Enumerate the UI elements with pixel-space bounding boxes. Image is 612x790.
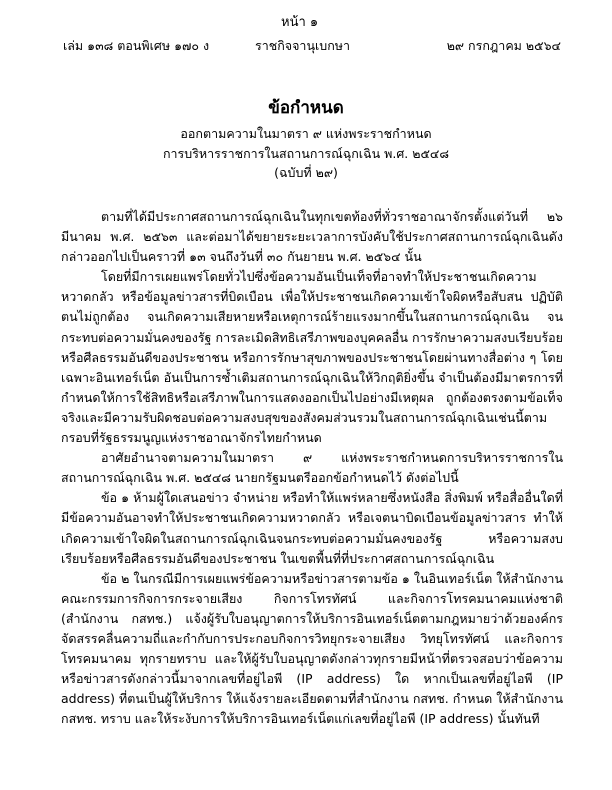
paragraph-rationale: โดยที่มีการเผยแพร่โดยทั่วไปซึ่งข้อความอันเป็นเท็จที่อาจทำให้ประชาชนเกิดความหวาดกลัว หรือข้อมูลข่าวสารที่บิดเบือน เพื่อให้ประชาชนเกิดความเข้าใจผิดหรือสับสน ปฏิบัติตนไม่ถูกต้อง จนเกิดความเสียหายหรือเหตุการณ์ร้ายแรงมากขึ้นในสถานการณ์ฉุกเฉิน จนกระทบต่อความมั่นคงของรัฐ การละเมิดสิทธิเสรีภาพของบุคคลอื่น การรักษาความสงบเรียบร้อยหรือศีลธรรมอันดีของประชาชน หรือการรักษาสุขภาพของประชาชนโดยผ่านทางสื่อต่าง ๆ โดยเฉพาะอินเทอร์เน็ต อันเป็นการซ้ำเติมสถานการณ์ฉุกเฉินให้วิกฤติยิ่งขึ้น จำเป็นต้องมีมาตรการที่กำหนดให้การใช้สิทธิหรือเสรีภาพในการแสดงออกเป็นไปอย่างมีเหตุผล ถูกต้องตรงตามข้อเท็จจริงและมีความรับผิดชอบต่อความสงบสุขของสังคมส่วนรวมในสถานการณ์ฉุกเฉินเช่นนี้ตามกรอบที่รัฐธรรมนูญแห่งราชอาณาจักรไทยกำหนด bbox=[61, 269, 563, 446]
page-number: หน้า ๑ bbox=[281, 15, 319, 30]
gazette-header bbox=[63, 37, 561, 55]
paragraph-preamble: ตามที่ได้มีประกาศสถานการณ์ฉุกเฉินในทุกเขตท้องที่ทั่วราชอาณาจักรตั้งแต่วันที่ ๒๖ มีนาคม พ.ศ. ๒๕๖๓ และต่อมาได้ขยายระยะเวลาการบังคับใช้ประกาศสถานการณ์ฉุกเฉินดังกล่าวออกไปเป็นคราวที่ ๑๓ จนถึงวันที่ ๓๐ กันยายน พ.ศ. ๒๕๖๔ นั้น bbox=[61, 209, 563, 265]
issue-info: เล่ม ๑๓๘ ตอนพิเศษ ๑๗๐ ง bbox=[63, 38, 210, 53]
paragraph-clause-2: ข้อ ๒ ในกรณีมีการเผยแพร่ข้อความหรือข่าวสารตามข้อ ๑ ในอินเทอร์เน็ต ให้สำนักงานคณะกรรมการกิจการกระจายเสียง กิจการโทรทัศน์ และกิจการโทรคมนาคมแห่งชาติ (สำนักงาน กสทช.) แจ้งผู้รับใบอนุญาตการให้บริการอินเทอร์เน็ตตามกฎหมายว่าด้วยองค์กรจัดสรรคลื่นความถี่และกำกับการประกอบกิจการวิทยุกระจายเสียง วิทยุโทรทัศน์ และกิจการโทรคมนาคม ทุกรายทราบ และให้ผู้รับใบอนุญาตดังกล่าวทุกรายมีหน้าที่ตรวจสอบว่าข้อความหรือข่าวสารดังกล่าวนี้มาจากเลขที่อยู่ไอพี (IP address) ใด หากเป็นเลขที่อยู่ไอพี (IP address) ที่ตนเป็นผู้ให้บริการ ให้แจ้งรายละเอียดตามที่สำนักงาน กสทช. กำหนด ให้สำนักงาน กสทช. ทราบ และให้ระงับการให้บริการอินเทอร์เน็ตแก่เลขที่อยู่ไอพี (IP address) นั้นทันที bbox=[61, 570, 563, 727]
publication-date: ๒๙ กรกฎาคม ๒๕๖๔ bbox=[446, 38, 561, 53]
paragraph-clause-1: ข้อ ๑ ห้ามผู้ใดเสนอข่าว จำหน่าย หรือทำให้แพร่หลายซึ่งหนังสือ สิ่งพิมพ์ หรือสื่ออื่นใดที่มีข้อความอันอาจทำให้ประชาชนเกิดความหวาดกลัว หรือเจตนาบิดเบือนข้อมูลข่าวสาร ทำให้เกิดความเข้าใจผิดในสถานการณ์ฉุกเฉินจนกระทบต่อความมั่นคงของรัฐ หรือความสงบเรียบร้อยหรือศีลธรรมอันดีของประชาชน ในเขตพื้นที่ที่ประกาศสถานการณ์ฉุกเฉิน bbox=[61, 490, 563, 566]
gazette-name: ราชกิจจานุเบกษา bbox=[255, 38, 351, 53]
subtitle-line-2: การบริหารราชการในสถานการณ์ฉุกเฉิน พ.ศ. ๒๕๔๘ bbox=[162, 145, 450, 161]
subtitle-line-1: ออกตามความในมาตรา ๙ แห่งพระราชกำหนด bbox=[180, 126, 432, 141]
paragraph-authority: อาศัยอำนาจตามความในมาตรา ๙ แห่งพระราชกำหนดการบริหารราชการในสถานการณ์ฉุกเฉิน พ.ศ. ๒๕๔๘ นายกรัฐมนตรีออกข้อกำหนดไว้ ดังต่อไปนี้ bbox=[61, 450, 563, 486]
edition-number: (ฉบับที่ ๒๙) bbox=[274, 165, 338, 180]
document-body bbox=[61, 207, 563, 729]
document-title: ข้อกำหนด bbox=[268, 98, 344, 118]
title-block bbox=[0, 96, 612, 183]
